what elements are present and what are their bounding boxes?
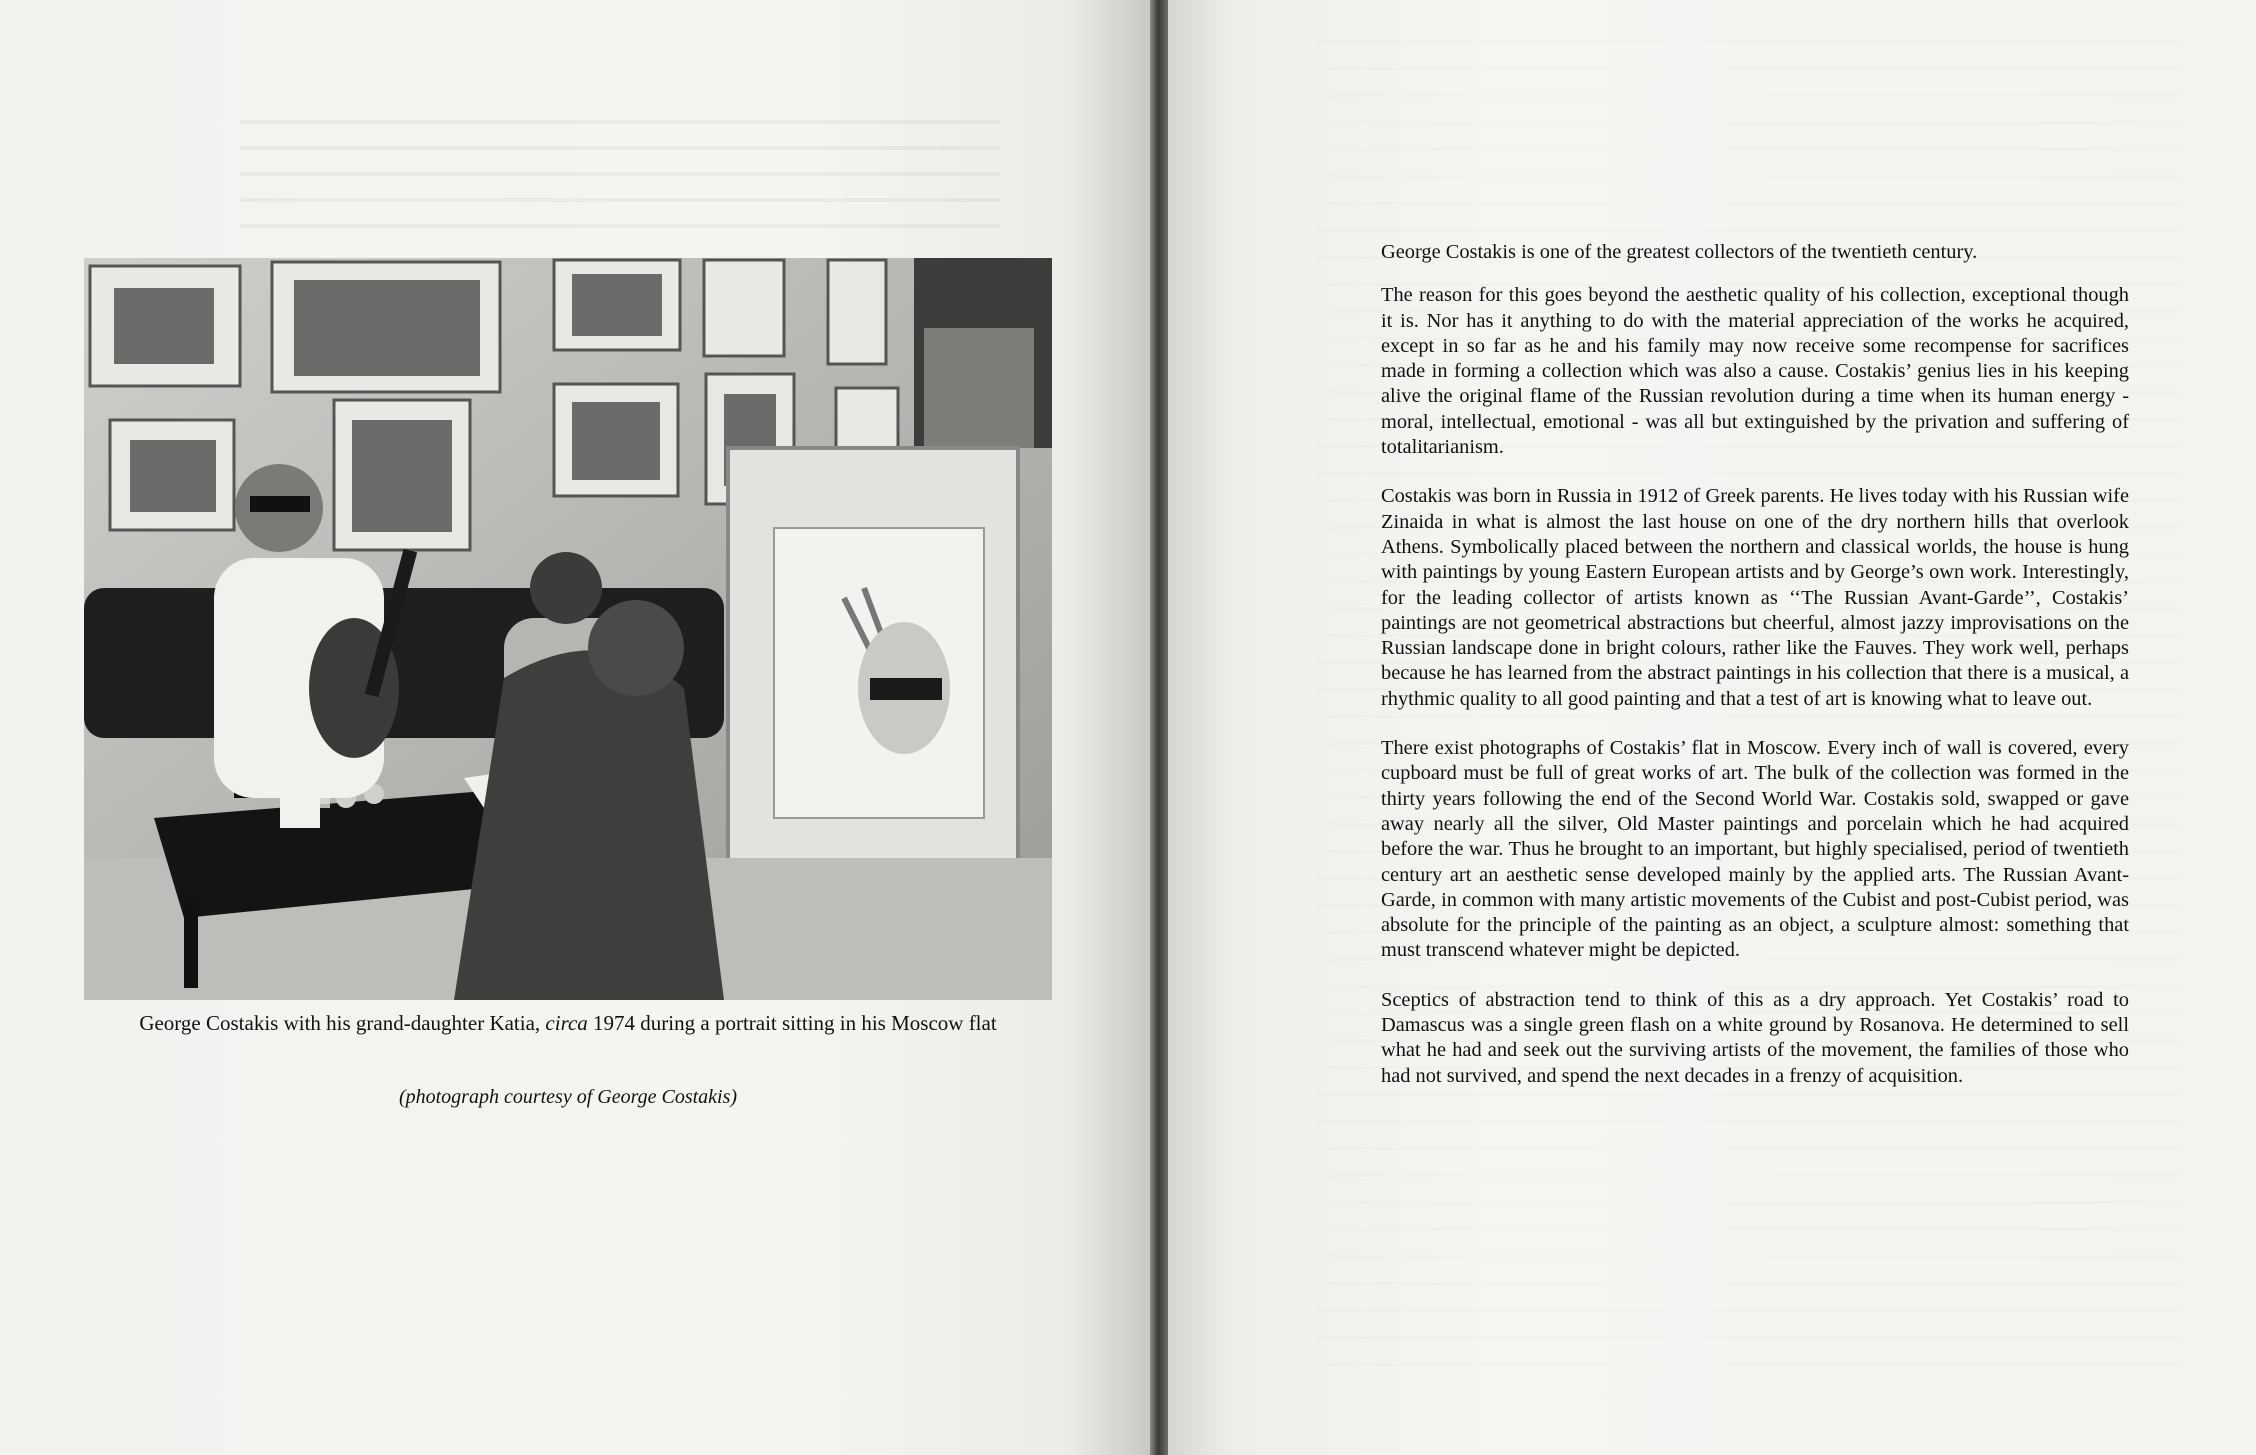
photo-illustration [84,258,1052,1000]
paragraph: George Costakis is one of the greatest collectors of the twentieth century. [1381,241,1978,263]
book-gutter [1150,0,1168,1455]
caption-text-start: George Costakis with his grand-daughter Katia, [139,1011,546,1035]
paragraph: Sceptics of abstraction tend to think of this as a dry approach. Yet Costakis’ road to Damascus was a single green flash on a white ground by Rosanova. He determined to sell what he had and seek out the surviving artists of the movement, the families of those who had not survived, and spend the next decades in a frenzy of acquisition. [1381,988,2129,1087]
show-through-lines [240,120,1000,230]
paragraph: There exist photographs of Costakis’ flat in Moscow. Every inch of wall is covered, every cupboard must be full of great works of art. The bulk of the collection was formed in the thirty years following the end of the Second World War. Costakis sold, swapped or gave away nearly all the silver, Old Master paintings and porcelain which he had acquired before the war. Thus he brought to an important, but highly specialised, period of twentieth century art an aesthetic sense developed mainly by the applied arts. The Russian Avant-Garde, in common with many artistic movements of the Cubist and post-Cubist period, was absolute for the principle of the painting as an object, a sculpture almost: something that must transcend whatever might be depicted. [1381,737,2129,962]
photograph [84,258,1052,1000]
photo-caption [84,1010,1052,1037]
paragraph: The reason for this goes beyond the aesthetic quality of his collection, exceptional though it is. Nor has it anything to do with the material appreciation of the works he acquired, except in so far as he and his family may now receive some recompense for sacrifices made in forming a collection which was also a cause. Costakis’ genius lies in his keeping alive the original flame of the Russian revolution during a time when its human energy - moral, intellectual, emotional - was all but extinguished by the privation and suffering of totalitarianism. [1381,284,2129,459]
paragraph: Costakis was born in Russia in 1912 of Greek parents. He lives today with his Russian wife Zinaida in what is almost the last house on one of the dry northern hills that overlook Athens. Symbolically placed between the northern and classical worlds, the house is hung with paintings by young Eastern European artists and by George’s own work. Interestingly, for the leading collector of artists known as ‘‘The Russian Avant-Garde’’, Costakis’ paintings are not geometrical abstractions but cheerful, almost jazzy improvisations on the Russian landscape done in bright colours, rather like the Fauves. They work well, perhaps because he has learned from the abstract paintings in his collection that there is a musical, a rhythmic quality to all good painting and that a test of art is knowing what to leave out. [1381,485,2129,710]
essay-text [1381,240,2129,1113]
photo-credit: (photograph courtesy of George Costakis) [398,1086,738,1108]
caption-text-italic: circa [545,1011,588,1035]
caption-text-end: 1974 during a portrait sitting in his Moscow flat [587,1011,997,1035]
